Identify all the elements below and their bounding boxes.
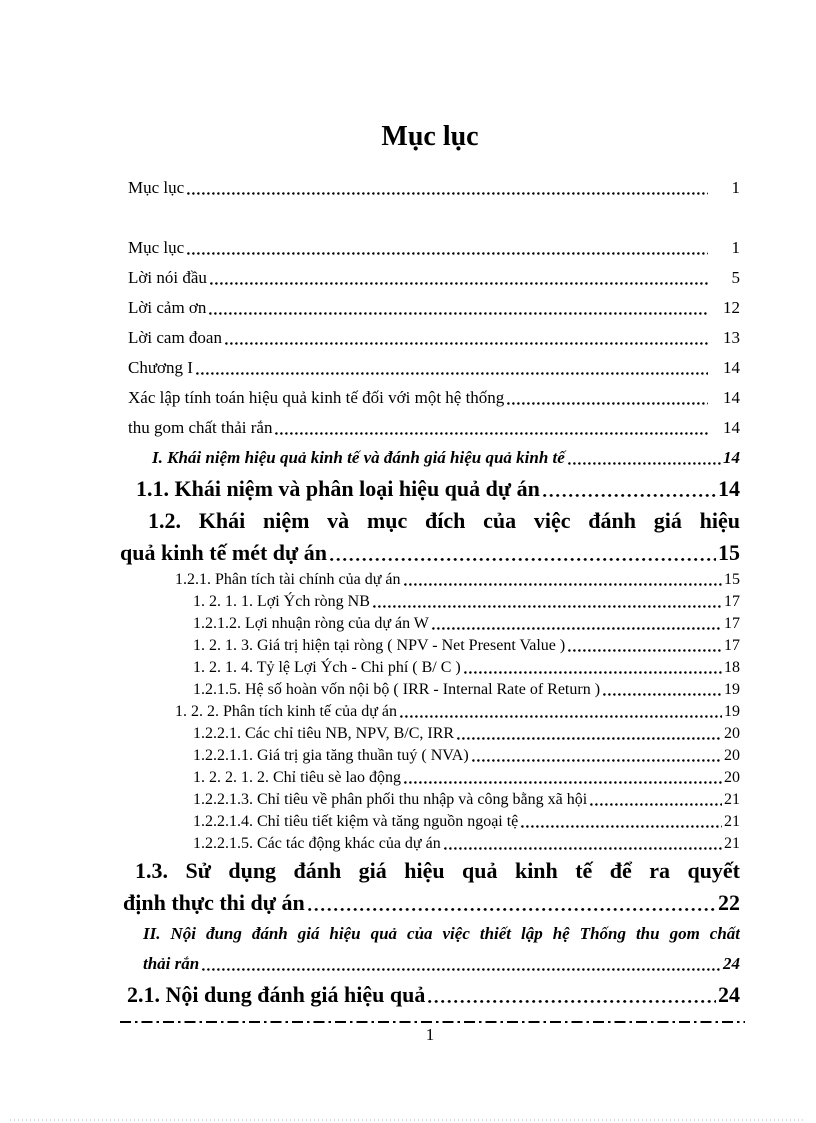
dot-leader	[507, 402, 708, 405]
dot-leader	[330, 558, 716, 562]
toc-entry-label: 1.2. Khái niệm và mục đích của việc đánh giá hiệu	[148, 508, 740, 533]
toc-entry-label: 1.2.2.1. Các chỉ tiêu NB, NPV, B/C, IRR	[193, 725, 455, 742]
toc-entry-page: 20	[724, 769, 740, 786]
toc-entry-page: 5	[731, 268, 740, 287]
dot-leader	[210, 282, 708, 285]
toc-entry-page: 14	[718, 476, 740, 501]
toc-entry-label: 1.2.2.1.5. Các tác động khác của dự án	[193, 835, 441, 852]
dot-leader	[590, 803, 722, 806]
toc-entry-label: 1.2.2.1.3. Chỉ tiêu về phân phối thu nhập và công bằng xã hội	[193, 791, 588, 808]
dot-leader	[196, 372, 708, 375]
document-title: Mục lục	[381, 121, 479, 152]
toc-entry-page: 19	[724, 681, 740, 698]
toc-entry-label: 1. 2. 1. 1. Lợi Ých ròng NB	[193, 593, 370, 610]
toc-entry-page: 17	[724, 637, 740, 654]
toc-entry-label: Mục lục	[128, 178, 185, 197]
toc-entry-label: Mục lục	[128, 238, 185, 257]
dot-leader	[543, 494, 716, 498]
toc-entry-page: 21	[724, 835, 740, 852]
toc-entry[interactable]	[120, 537, 740, 569]
toc-entry-label: II. Nội đung đánh giá hiệu quả của việc thiết lập hệ Thống thu gom chất	[143, 924, 740, 943]
toc-entry-label: 1.2.1.2. Lợi nhuận ròng của dự án W	[193, 615, 429, 632]
toc-entry[interactable]	[120, 413, 740, 443]
dot-leader	[209, 312, 708, 315]
toc-entry-page: 12	[723, 298, 740, 317]
dot-leader	[568, 462, 721, 465]
dot-leader	[444, 847, 722, 850]
toc-entry-label: định thực thi dự án	[123, 890, 305, 915]
toc-entry-page: 21	[724, 813, 740, 830]
toc-entry-label: Xác lập tính toán hiệu quả kinh tế đối với một hệ thống	[128, 388, 505, 407]
toc-entry[interactable]	[120, 723, 740, 745]
dot-leader	[568, 649, 722, 652]
toc-entry[interactable]	[120, 293, 740, 323]
toc-entry[interactable]	[120, 233, 740, 263]
dot-leader	[432, 627, 722, 630]
dot-leader	[457, 737, 722, 740]
toc-entry-page: 19	[724, 703, 740, 720]
toc-entry-page: 1	[731, 178, 740, 197]
dot-leader	[225, 342, 708, 345]
dot-leader	[187, 252, 708, 255]
toc-entry[interactable]	[120, 173, 740, 203]
toc-entry-page: 14	[723, 418, 740, 437]
toc-entry[interactable]	[120, 679, 740, 701]
toc-entry-page: 14	[723, 448, 740, 467]
footer-separator-line	[120, 1021, 745, 1023]
toc-entry-label: Lời cảm ơn	[128, 298, 207, 317]
toc-entry[interactable]	[120, 635, 740, 657]
toc-entry-label: thu gom chất thải rắn	[128, 418, 273, 437]
dot-leader	[275, 432, 708, 435]
toc-entry-label: 1.3. Sử dụng đánh giá hiệu quả kinh tế để ra quyết	[135, 858, 740, 883]
toc-entry[interactable]	[120, 383, 740, 413]
toc-entry-page: 20	[724, 747, 740, 764]
toc-entry[interactable]	[120, 855, 740, 887]
dot-leader	[464, 671, 722, 674]
toc-entry-page: 15	[724, 571, 740, 588]
toc-entry[interactable]	[120, 979, 740, 1011]
toc-entry-label: 1. 2. 1. 3. Giá trị hiện tại ròng ( NPV - Net Present Value )	[193, 637, 566, 654]
toc-entry-label: 1.2.2.1.1. Giá trị gia tăng thuần tuý ( NVA)	[193, 747, 469, 764]
footer-page-number: 1	[425, 1025, 435, 1044]
toc-entry-label: 1.2.1.5. Hệ số hoàn vốn nội bộ ( IRR - Internal Rate of Return )	[193, 681, 601, 698]
dot-leader	[472, 759, 722, 762]
dot-leader	[404, 583, 722, 586]
toc-entry-label: Lời cam đoan	[128, 328, 222, 347]
toc-entry-page: 14	[723, 388, 740, 407]
toc-entry[interactable]	[120, 591, 740, 613]
toc-entry-label: thải rắn	[143, 954, 200, 973]
dot-leader	[400, 715, 722, 718]
dot-leader	[202, 968, 721, 971]
toc-entry-page: 24	[718, 982, 740, 1007]
toc-entry-label: 1.2.1. Phân tích tài chính của dự án	[175, 571, 401, 588]
dot-leader	[521, 825, 722, 828]
toc-entry[interactable]	[120, 505, 740, 537]
dot-leader	[603, 693, 722, 696]
toc-entry-label: quả kinh tế mét dự án	[120, 540, 327, 565]
dot-leader	[308, 908, 716, 912]
toc-entry[interactable]	[120, 745, 740, 767]
toc-entry-label: Lời nói đầu	[128, 268, 207, 287]
toc-entry[interactable]	[120, 323, 740, 353]
dot-leader	[404, 781, 722, 784]
toc-entry[interactable]	[120, 657, 740, 679]
toc-entry-label: 1. 2. 2. 1. 2. Chỉ tiêu sè lao động	[193, 769, 401, 786]
toc-entry-page: 13	[723, 328, 740, 347]
toc-entry-page: 18	[724, 659, 740, 676]
toc-entry[interactable]	[120, 767, 740, 789]
toc-entry-page: 1	[731, 238, 740, 257]
toc-entry-page: 24	[723, 954, 740, 973]
toc-entry[interactable]	[120, 353, 740, 383]
toc-entry-label: Chương I	[128, 358, 193, 377]
toc-spacer	[120, 203, 740, 233]
toc-content	[120, 0, 740, 1011]
dot-leader	[187, 192, 708, 195]
toc-entry[interactable]	[120, 789, 740, 811]
toc-entry[interactable]	[120, 613, 740, 635]
toc-entry-label: 2.1. Nội dung đánh giá hiệu quả	[127, 982, 426, 1007]
toc-entry-page: 17	[724, 615, 740, 632]
toc-entry[interactable]	[120, 811, 740, 833]
toc-entry[interactable]	[120, 887, 740, 919]
page-edge-artifact	[10, 1119, 806, 1121]
toc-list	[120, 173, 740, 1011]
dot-leader	[428, 1000, 716, 1004]
toc-entry-page: 17	[724, 593, 740, 610]
toc-entry-label: 1. 2. 2. Phân tích kinh tế của dự án	[175, 703, 397, 720]
toc-entry-label: 1.2.2.1.4. Chỉ tiêu tiết kiệm và tăng nguồn ngoại tệ	[193, 813, 519, 830]
toc-entry[interactable]	[120, 443, 740, 473]
toc-entry-page: 20	[724, 725, 740, 742]
toc-entry[interactable]	[120, 949, 740, 979]
toc-entry[interactable]	[120, 473, 740, 505]
toc-entry-page: 15	[718, 540, 740, 565]
toc-entry[interactable]	[120, 833, 740, 855]
toc-entry[interactable]	[120, 569, 740, 591]
toc-entry-page: 14	[723, 358, 740, 377]
dot-leader	[373, 605, 722, 608]
toc-entry-label: 1.1. Khái niệm và phân loại hiệu quả dự án	[136, 476, 540, 501]
toc-entry-label: I. Khái niệm hiệu quả kinh tế và đánh giá hiệu quả kinh tế	[152, 448, 565, 467]
toc-entry[interactable]	[120, 263, 740, 293]
toc-entry-page: 22	[718, 890, 740, 915]
toc-entry[interactable]	[120, 919, 740, 949]
toc-entry-label: 1. 2. 1. 4. Tỷ lệ Lợi Ých - Chi phí ( B/ C )	[193, 659, 461, 676]
toc-entry-page: 21	[724, 791, 740, 808]
toc-entry[interactable]	[120, 701, 740, 723]
